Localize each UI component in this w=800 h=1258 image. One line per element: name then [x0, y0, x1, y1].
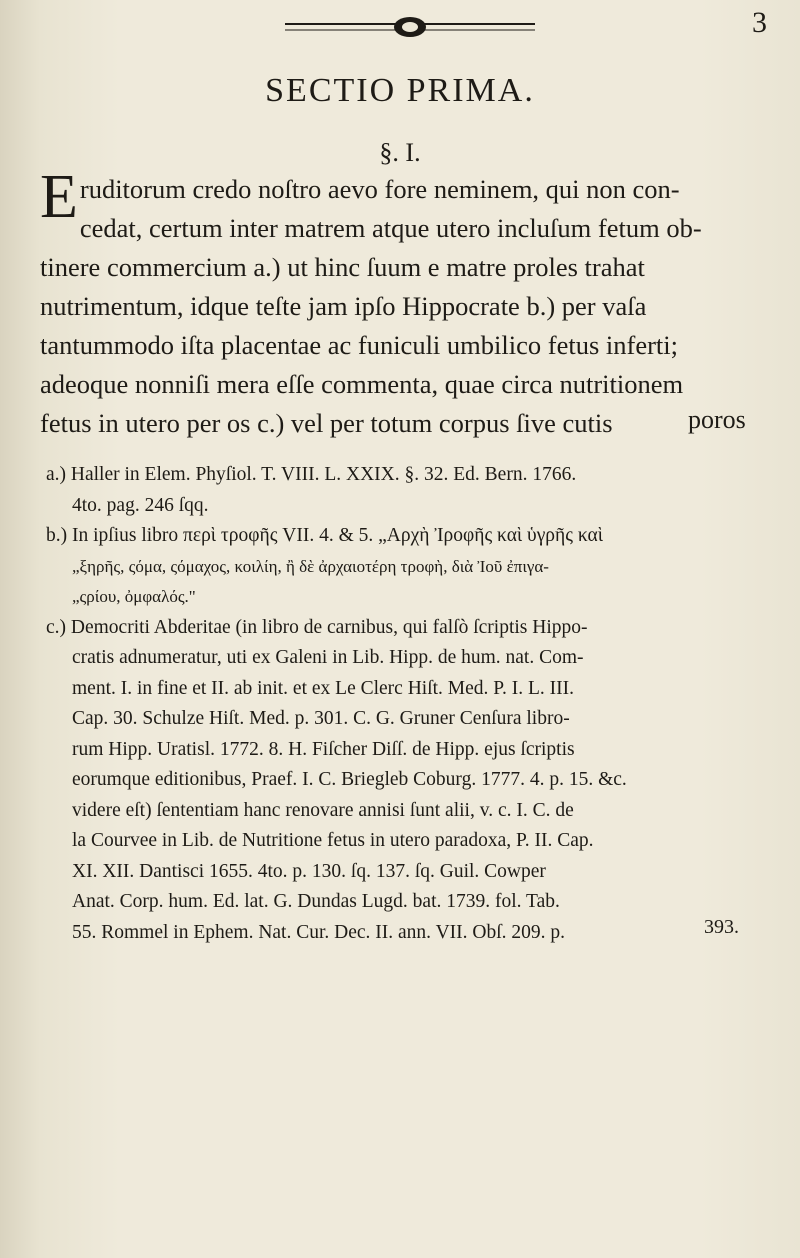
footnote-catchword: 393.: [704, 916, 739, 938]
footnote-line: rum Hipp. Uratisl. 1772. 8. H. Fiſcher Diſſ. de Hipp. ejus ſcriptis: [72, 738, 575, 760]
footnote-line: 4to. pag. 246 ſqq.: [72, 494, 209, 516]
footnote-line: ment. I. in fine et II. ab init. et ex Le Clerc Hiſt. Med. P. I. L. III.: [72, 677, 574, 699]
body-line: adeoque nonniſi mera eſſe commenta, quae circa nutritionem: [40, 369, 684, 399]
drop-cap: E: [40, 163, 78, 231]
footnote-line: Cap. 30. Schulze Hiſt. Med. p. 301. C. G. Gruner Cenſura libro-: [72, 708, 570, 729]
body-catchword: poros: [688, 405, 746, 434]
footnote-line: videre eſt) ſententiam hanc renovare annisi ſunt alii, v. c. I. C. de: [72, 799, 574, 821]
main-paragraph: [40, 163, 770, 443]
footnote-line: b.) In ipſius libro περὶ τροφῆς VII. 4. & 5. „Αρχὴ Ἰροφῆς καὶ ὑγρῆς καὶ: [46, 525, 603, 546]
body-line: nutrimentum, idque teſte jam ipſo Hippocrate b.) per vaſa: [40, 291, 647, 321]
body-line: tinere commercium a.) ut hinc ſuum e matre proles trahat: [40, 252, 645, 282]
header-ornament-icon: [285, 14, 535, 44]
footnote-line: 55. Rommel in Ephem. Nat. Cur. Dec. II. ann. VII. Obſ. 209. p.: [72, 921, 566, 943]
footnote-line: c.) Democriti Abderitae (in libro de carnibus, qui falſò ſcriptis Hippo-: [46, 616, 588, 638]
body-line: fetus in utero per os c.) vel per totum corpus ſive cutis: [40, 408, 613, 438]
body-line: tantummodo iſta placentae ac funiculi umbilico fetus inferti;: [40, 330, 679, 360]
footnote-line: XI. XII. Dantisci 1655. 4to. p. 130. ſq. 137. ſq. Guil. Cowper: [72, 860, 546, 882]
footnotes: [46, 460, 770, 948]
paragraph-number: §. I.: [379, 138, 421, 167]
footnote-line: „ςρίου, ὀμφαλός.": [72, 587, 196, 606]
section-title: SECTIO PRIMA.: [265, 72, 535, 109]
footnote-line: la Courvee in Lib. de Nutritione fetus in utero paradoxa, P. II. Cap.: [72, 830, 594, 851]
page-number: 3: [752, 6, 767, 39]
body-line: ruditorum credo noſtro aevo fore neminem, qui non con-: [79, 174, 680, 204]
footnote-line: a.) Haller in Elem. Phyſiol. T. VIII. L. XXIX. §. 32. Ed. Bern. 1766.: [46, 464, 577, 485]
footnote-line: Anat. Corp. hum. Ed. lat. G. Dundas Lugd. bat. 1739. fol. Tab.: [72, 891, 560, 912]
footnote-line: eorumque editionibus, Praef. I. C. Briegleb Coburg. 1777. 4. p. 15. &c.: [72, 769, 627, 790]
footnote-line: „ξηρῆς, ςόμα, ςόμαχος, κοιλίη, ἢ δὲ ἀρχαιοτέρη τροφὴ, διὰ Ἰοῦ ἐπιγα-: [72, 556, 549, 576]
body-line: cedat, certum inter matrem atque utero incluſum fetum ob-: [79, 213, 702, 243]
footnote-line: cratis adnumeratur, uti ex Galeni in Lib. Hipp. de hum. nat. Com-: [72, 647, 584, 668]
